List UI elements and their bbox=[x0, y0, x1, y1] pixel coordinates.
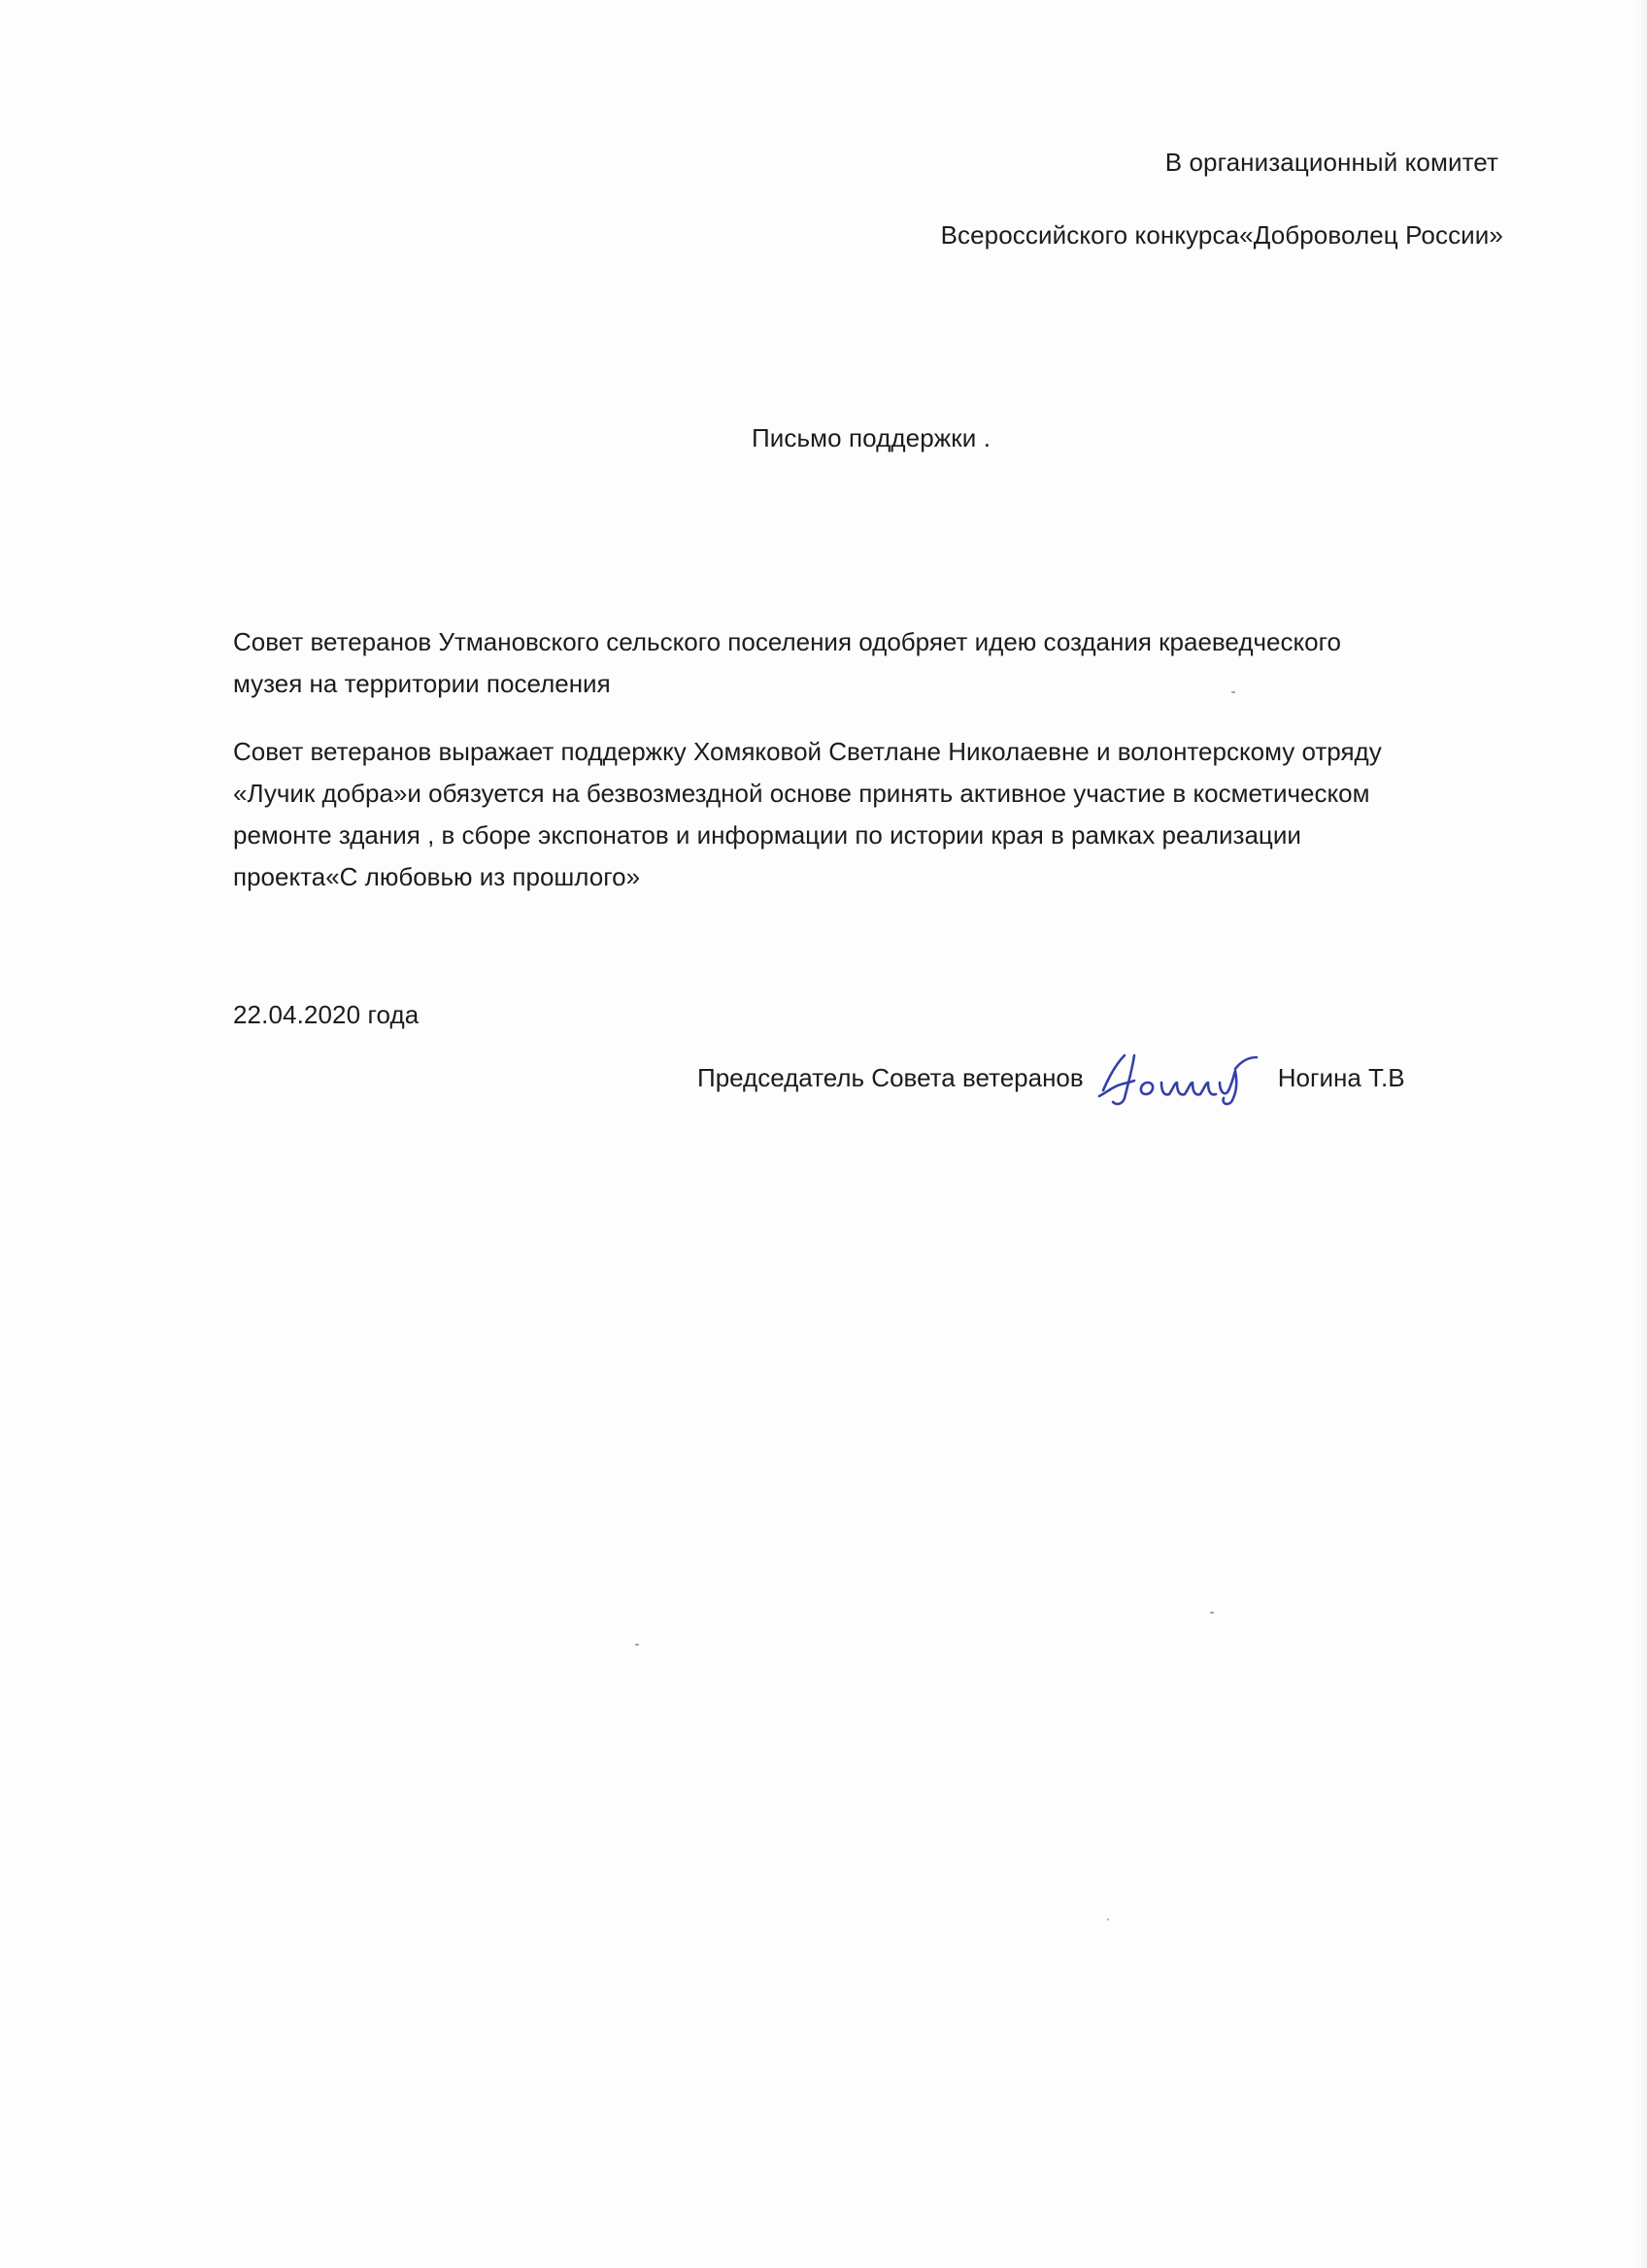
paragraph-line: ремонте здания , в сборе экспонатов и информации по истории края в рамках реализации bbox=[233, 820, 1301, 850]
paragraph-line: Совет ветеранов Утмановского сельского поселения одобряет идею создания краеведческого bbox=[233, 627, 1341, 656]
letter-title: Письмо поддержки . bbox=[751, 423, 992, 452]
addressee-line-1: В организационный комитет bbox=[1164, 148, 1498, 177]
scan-speck bbox=[635, 1644, 639, 1646]
paragraph-line: музея на территории поселения bbox=[233, 669, 611, 698]
paragraph-line: проекта«С любовью из прошлого» bbox=[233, 862, 641, 891]
scan-speck bbox=[1210, 1612, 1214, 1614]
paragraph-approval bbox=[233, 621, 1496, 705]
handwritten-signature bbox=[1092, 1048, 1266, 1108]
scan-speck bbox=[1107, 1918, 1109, 1920]
letter-date: 22.04.2020 года bbox=[233, 1000, 420, 1029]
addressee-line-2: Всероссийского конкурса«Доброволец России» bbox=[940, 220, 1503, 250]
paragraph-line: Совет ветеранов выражает поддержку Хомяковой Светлане Николаевне и волонтерскому отряду bbox=[233, 737, 1382, 766]
signature-block bbox=[697, 1049, 1405, 1107]
scan-edge-shadow bbox=[1633, 0, 1647, 2268]
paragraph-line: «Лучик добра»и обязуется на безвозмездной основе принять активное участие в косметическом bbox=[233, 779, 1370, 808]
scan-speck bbox=[1231, 691, 1235, 693]
signer-name: Ногина Т.В bbox=[1277, 1062, 1405, 1092]
paragraph-support bbox=[233, 731, 1496, 898]
signer-position: Председатель Совета ветеранов bbox=[697, 1062, 1084, 1092]
